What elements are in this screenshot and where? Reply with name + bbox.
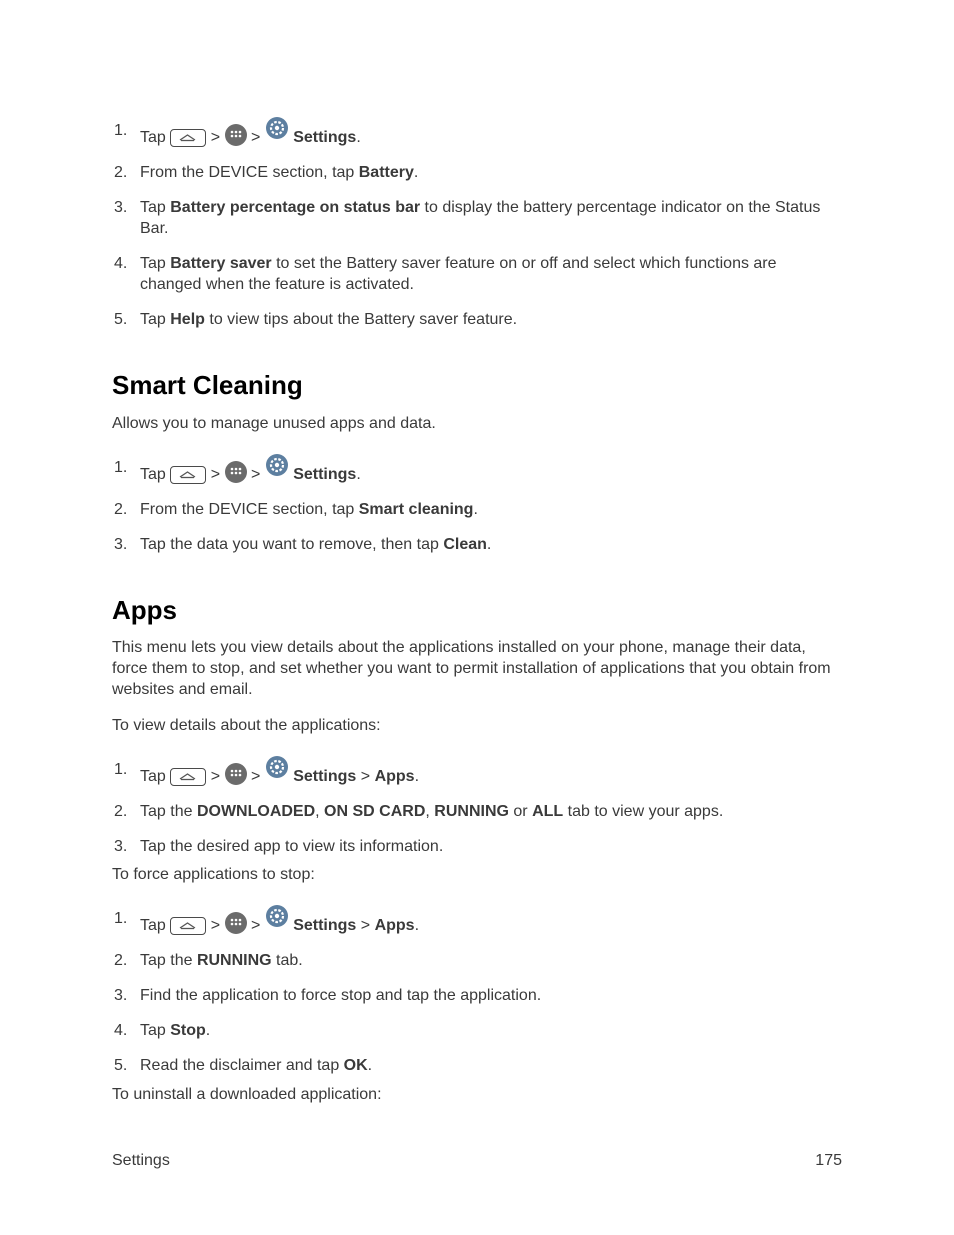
- step-text: Tap the: [140, 952, 197, 969]
- step-text: to display the battery percentage indicator on the Status Bar.: [140, 199, 821, 237]
- chevron-separator: >: [356, 768, 375, 785]
- settings-label: Settings: [293, 129, 357, 146]
- step-number: 2.: [114, 501, 128, 518]
- list-item: [112, 197, 832, 239]
- section-heading-smart-cleaning: Smart Cleaning: [112, 370, 303, 400]
- bold-term: Battery: [358, 164, 414, 181]
- step-text: Tap the data you want to remove, then tap: [140, 536, 444, 553]
- step-number: 3.: [114, 838, 128, 855]
- step-number: 4.: [114, 1022, 128, 1039]
- home-key-icon: [170, 917, 206, 935]
- apps-label: Apps: [374, 917, 415, 934]
- step-text: .: [367, 1057, 373, 1074]
- step-text: to view tips about the Battery saver feature.: [204, 311, 518, 328]
- apps-grid-icon: [225, 763, 247, 785]
- chevron-separator: >: [250, 768, 261, 785]
- list-item: [112, 457, 832, 485]
- punctuation: .: [414, 768, 420, 785]
- step-text: Tap the: [140, 803, 197, 820]
- step-text: or: [508, 803, 533, 820]
- list-item: [112, 836, 832, 857]
- list-item: [112, 1055, 832, 1076]
- list-item: [112, 1020, 832, 1041]
- bold-term: Help: [170, 311, 205, 328]
- settings-gear-icon: [265, 904, 289, 928]
- section-heading-apps: Apps: [112, 595, 177, 625]
- chevron-separator: >: [210, 917, 221, 934]
- chevron-separator: >: [210, 466, 221, 483]
- smart-cleaning-steps-list: [112, 457, 832, 555]
- chevron-separator: >: [250, 466, 261, 483]
- list-item: [112, 759, 832, 787]
- list-item: [112, 534, 832, 555]
- settings-label: Settings: [293, 768, 357, 785]
- smart-cleaning-intro: Allows you to manage unused apps and data.: [112, 415, 436, 432]
- step-text: Tap: [140, 311, 171, 328]
- force-stop-intro: To force applications to stop:: [112, 866, 315, 883]
- apps-grid-icon: [225, 912, 247, 934]
- settings-gear-icon: [265, 116, 289, 140]
- bold-term: Smart cleaning: [358, 501, 474, 518]
- list-item: [112, 309, 832, 330]
- step-number: 3.: [114, 987, 128, 1004]
- settings-gear-icon: [265, 755, 289, 779]
- punctuation: ,: [425, 803, 435, 820]
- step-number: 1.: [114, 910, 128, 927]
- battery-steps-list: [112, 120, 832, 330]
- chevron-separator: >: [250, 917, 261, 934]
- home-key-icon: [170, 466, 206, 484]
- step-text: Tap the desired app to view its information.: [140, 838, 444, 855]
- bold-term: RUNNING: [196, 952, 272, 969]
- view-details-steps-list: [112, 759, 832, 857]
- step-text: Find the application to force stop and tap the application.: [140, 987, 542, 1004]
- step-number: 4.: [114, 255, 128, 272]
- punctuation: .: [356, 129, 361, 146]
- step-text: Tap: [140, 199, 171, 216]
- force-stop-steps-list: [112, 908, 832, 1076]
- footer-section-name: Settings: [112, 1152, 170, 1169]
- tab-downloaded-label: DOWNLOADED: [196, 803, 316, 820]
- footer-page-number: 175: [815, 1152, 842, 1169]
- list-item: [112, 253, 832, 295]
- bold-term: Battery percentage on status bar: [170, 199, 421, 216]
- tab-running-label: RUNNING: [434, 803, 509, 820]
- home-key-icon: [170, 768, 206, 786]
- step-number: 2.: [114, 803, 128, 820]
- step-number: 2.: [114, 164, 128, 181]
- apps-intro: This menu lets you view details about the applications installed on your phone, manage their data, force them to stop, and set whether you want to permit installation of applications that you obtain from websites and email.: [112, 639, 831, 698]
- bold-term: OK: [343, 1057, 368, 1074]
- apps-grid-icon: [225, 124, 247, 146]
- tab-sd-card-label: ON SD CARD: [324, 803, 426, 820]
- settings-label: Settings: [293, 466, 357, 483]
- bold-term: Stop: [170, 1022, 206, 1039]
- step-number: 1.: [114, 122, 128, 139]
- step-number: 2.: [114, 952, 128, 969]
- settings-label: Settings: [293, 917, 357, 934]
- chevron-separator: >: [210, 768, 221, 785]
- step-text: to set the Battery saver feature on or off and select which functions are changed when the feature is activated.: [140, 255, 777, 293]
- chevron-separator: >: [210, 129, 221, 146]
- list-item: [112, 120, 832, 148]
- step-number: 1.: [114, 761, 128, 778]
- step-number: 5.: [114, 1057, 128, 1074]
- view-details-intro: To view details about the applications:: [112, 717, 381, 734]
- list-item: [112, 908, 832, 936]
- step-number: 3.: [114, 199, 128, 216]
- home-key-icon: [170, 129, 206, 147]
- bold-term: Battery saver: [170, 255, 272, 272]
- list-item: [112, 499, 832, 520]
- step-number: 3.: [114, 536, 128, 553]
- step-text: From the DEVICE section, tap: [140, 164, 359, 181]
- list-item: [112, 950, 832, 971]
- step-text: .: [486, 536, 492, 553]
- tab-all-label: ALL: [532, 803, 564, 820]
- step-text: .: [473, 501, 478, 518]
- step-text: Tap: [140, 1022, 171, 1039]
- step-text: .: [205, 1022, 211, 1039]
- step-text: From the DEVICE section, tap: [140, 501, 359, 518]
- step-number: 5.: [114, 311, 128, 328]
- punctuation: ,: [315, 803, 325, 820]
- step-text: tab.: [271, 952, 303, 969]
- step-text: Tap: [140, 129, 166, 146]
- step-text: Read the disclaimer and tap: [140, 1057, 344, 1074]
- step-text: Tap: [140, 917, 166, 934]
- settings-gear-icon: [265, 453, 289, 477]
- list-item: [112, 162, 832, 183]
- step-number: 1.: [114, 459, 128, 476]
- step-text: Tap: [140, 466, 166, 483]
- uninstall-intro: To uninstall a downloaded application:: [112, 1086, 382, 1103]
- apps-label: Apps: [374, 768, 415, 785]
- step-text: tab to view your apps.: [563, 803, 724, 820]
- step-text: .: [413, 164, 419, 181]
- step-text: Tap: [140, 768, 166, 785]
- apps-grid-icon: [225, 461, 247, 483]
- chevron-separator: >: [250, 129, 261, 146]
- list-item: [112, 801, 832, 822]
- list-item: [112, 985, 832, 1006]
- punctuation: .: [414, 917, 420, 934]
- bold-term: Clean: [443, 536, 487, 553]
- chevron-separator: >: [356, 917, 375, 934]
- punctuation: .: [356, 466, 361, 483]
- step-text: Tap: [140, 255, 171, 272]
